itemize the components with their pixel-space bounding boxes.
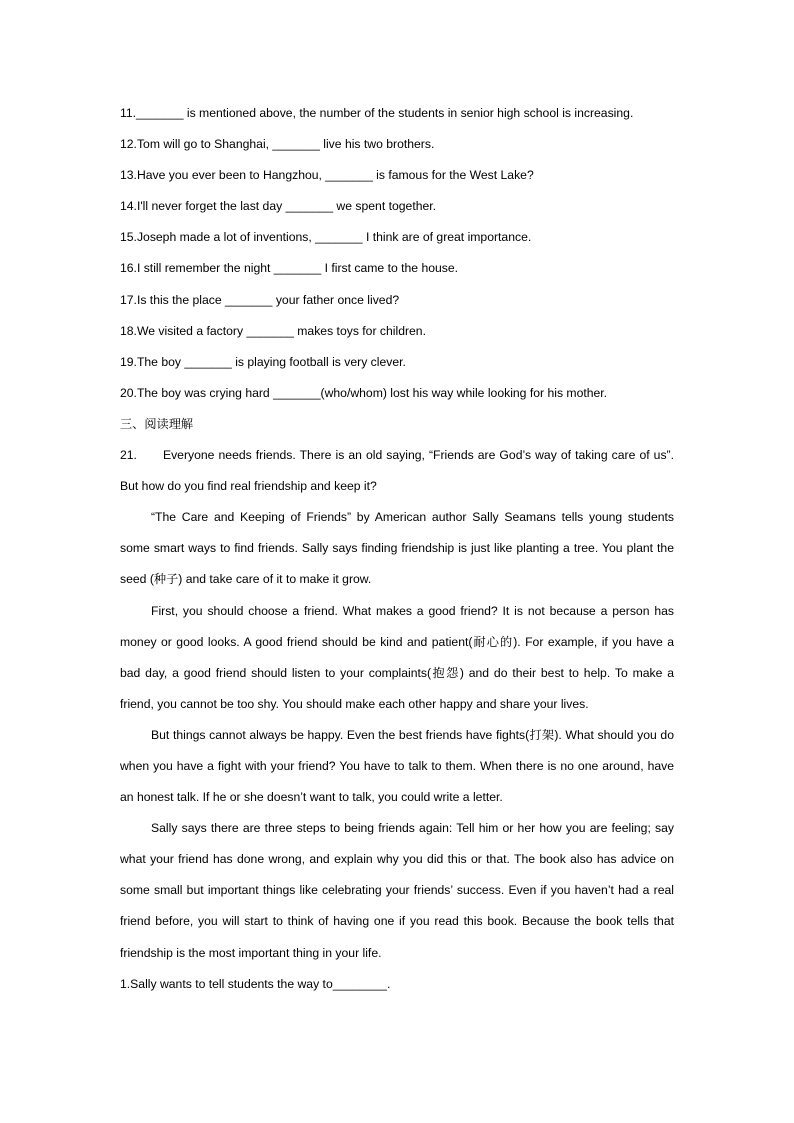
reading-paragraph-5: Sally says there are three steps to being friends again: Tell him or her how you are feeling; say what your friend has done wrong, and explain why you did this or that. The book also has advice on some small but important things like celebrating your friends’ success. Even if you haven’t had a real friend before, you will start to think of having one if you read this book. Because the book tells that friendship is the most important thing in your life.: [120, 821, 674, 960]
reading-number: 21.: [120, 448, 137, 463]
question-11: 11._______ is mentioned above, the number of the students in senior high school is increasing.: [120, 106, 634, 120]
exercise-content: [120, 98, 674, 1000]
question-19: 19.The boy _______ is playing football is very clever.: [120, 354, 406, 369]
reading-paragraph-4: But things cannot always be happy. Even the best friends have fights(打架). What should you do when you have a fight with your friend? You have to talk to them. When there is no one around, have an honest talk. If he or she doesn’t want to talk, you could write a letter.: [120, 727, 674, 805]
section-heading: 三、阅读理解: [120, 416, 194, 431]
question-14: 14.I'll never forget the last day _______ we spent together.: [120, 199, 437, 214]
reading-paragraph-1-text: Everyone needs friends. There is an old saying, “Friends are God’s way of taking care of us”. But how do you find real friendship and keep it?: [120, 448, 674, 494]
question-20: 20.The boy was crying hard _______(who/whom) lost his way while looking for his mother.: [120, 385, 608, 400]
question-12: 12.Tom will go to Shanghai, _______ live his two brothers.: [120, 137, 435, 152]
question-18: 18.We visited a factory _______ makes toys for children.: [120, 323, 426, 338]
question-15: 15.Joseph made a lot of inventions, _______ I think are of great importance.: [120, 230, 532, 245]
question-16: 16.I still remember the night _______ I first came to the house.: [120, 261, 459, 276]
reading-paragraph-2: “The Care and Keeping of Friends” by American author Sally Seamans tells young students some smart ways to find friends. Sally says finding friendship is just like planting a tree. You plant the seed (种子) and take care of it to make it grow.: [120, 510, 674, 587]
reading-paragraph-1: [120, 440, 674, 502]
question-13: 13.Have you ever been to Hangzhou, _______ is famous for the West Lake?: [120, 168, 534, 183]
reading-paragraph-3: First, you should choose a friend. What makes a good friend? It is not because a person has money or good looks. A good friend should be kind and patient(耐心的). For example, if you have a bad day, a good friend should listen to your complaints(抱怨) and do their best to help. To make a friend, you cannot be too shy. You should make each other happy and share your lives.: [120, 603, 674, 711]
reading-question-1: 1.Sally wants to tell students the way to________.: [120, 976, 391, 991]
question-17: 17.Is this the place _______ your father once lived?: [120, 292, 400, 307]
